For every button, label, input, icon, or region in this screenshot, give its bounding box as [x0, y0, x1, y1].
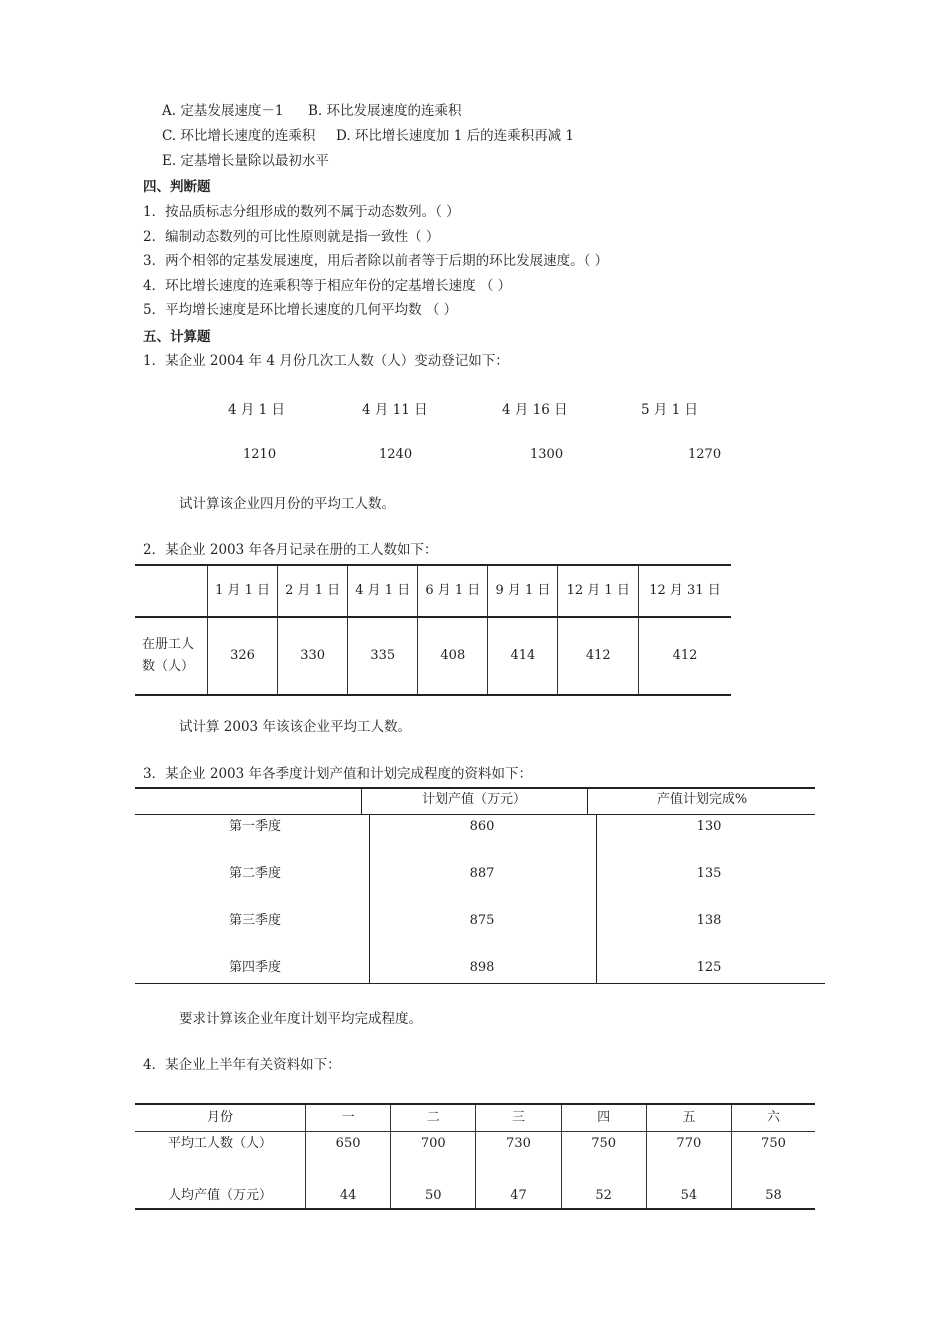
table-rule: [135, 983, 825, 984]
table-header-cell: 9 月 1 日: [488, 565, 558, 617]
option-d: D. 环比增长速度加 1 后的连乘积再减 1: [336, 128, 574, 144]
table-cell: 330: [278, 617, 348, 695]
option-b: B. 环比发展速度的连乘积: [308, 103, 462, 119]
table-header-cell: 6 月 1 日: [418, 565, 488, 617]
table-row-label: 第一季度: [228, 819, 281, 834]
table-header-cell: 二: [391, 1104, 476, 1132]
q1-intro: 1．某企业 2004 年 4 月份几次工人数（人）变动登记如下：: [143, 353, 509, 369]
table-header-row: [135, 1104, 815, 1132]
judge-item-1: 1．按品质标志分组形成的数列不属于动态数列。（ ）: [143, 204, 460, 220]
section-heading-judge: 四、判断题: [143, 179, 211, 195]
table-cell: 44: [306, 1158, 391, 1209]
table-cell: 125: [696, 960, 722, 975]
q1-date: 5 月 1 日: [641, 402, 699, 418]
table-row-label: 第三季度: [228, 913, 281, 928]
q1-date: 4 月 11 日: [362, 402, 428, 418]
table-cell: 138: [696, 913, 722, 928]
table-header-cell: 产值计划完成%: [656, 792, 748, 807]
table-header-cell: 一: [306, 1104, 391, 1132]
judge-item-3: 3．两个相邻的定基发展速度，用后者除以前者等于后期的环比发展速度。（ ）: [143, 253, 609, 269]
option-a: A. 定基发展速度－1: [162, 103, 284, 119]
table-header-cell: 12 月 1 日: [558, 565, 639, 617]
table-cell: 875: [469, 913, 495, 928]
table-rule: [135, 814, 815, 815]
q2-question: 试计算 2003 年该该企业平均工人数。: [179, 719, 411, 735]
table-cell: 326: [208, 617, 278, 695]
judge-item-4: 4．环比增长速度的连乘积等于相应年份的定基增长速度 （ ）: [143, 278, 512, 294]
table-cell: 750: [561, 1132, 646, 1159]
q3-question: 要求计算该企业年度计划平均完成程度。: [179, 1011, 422, 1027]
table-header-cell: 四: [561, 1104, 646, 1132]
judge-item-5: 5．平均增长速度是环比增长速度的几何平均数 （ ）: [143, 302, 458, 318]
table-header-cell: 三: [476, 1104, 561, 1132]
table-corner-cell: [135, 565, 208, 617]
table-cell: 898: [469, 960, 495, 975]
table-cell: 135: [696, 866, 722, 881]
table-header-cell: 六: [731, 1104, 815, 1132]
q1-value: 1210: [243, 447, 277, 462]
table-cell: 860: [469, 819, 495, 834]
table-header-cell: 2 月 1 日: [278, 565, 348, 617]
q4-intro: 4．某企业上半年有关资料如下：: [143, 1057, 341, 1073]
table-header-cell: 12 月 31 日: [639, 565, 732, 617]
table-header-cell: 计划产值（万元）: [421, 792, 526, 807]
section-heading-calc: 五、计算题: [143, 329, 211, 345]
q1-value: 1300: [530, 447, 564, 462]
table-cell: 414: [488, 617, 558, 695]
table-row-label: 第二季度: [228, 866, 281, 881]
table-cell: 412: [558, 617, 639, 695]
q2-table: [135, 564, 731, 696]
option-e: E. 定基增长量除以最初水平: [162, 153, 329, 169]
table-cell: 54: [646, 1158, 731, 1209]
table-cell: 408: [418, 617, 488, 695]
q1-question: 试计算该企业四月份的平均工人数。: [179, 496, 395, 512]
table-row-label: 第四季度: [228, 960, 281, 975]
table-cell: 47: [476, 1158, 561, 1209]
q1-value: 1270: [688, 447, 722, 462]
table-row: [135, 1132, 815, 1159]
table-row: [135, 617, 731, 695]
option-c: C. 环比增长速度的连乘积: [162, 128, 316, 144]
table-header-cell: 4 月 1 日: [348, 565, 418, 617]
table-row-label: 人均产值（万元）: [135, 1158, 306, 1209]
q2-intro: 2．某企业 2003 年各月记录在册的工人数如下：: [143, 542, 438, 558]
table-rule: [135, 787, 815, 789]
table-cell: 335: [348, 617, 418, 695]
table-row-label: 平均工人数（人）: [167, 1136, 272, 1151]
table-cell: 700: [391, 1132, 476, 1159]
q3-intro: 3．某企业 2003 年各季度计划产值和计划完成程度的资料如下：: [143, 766, 533, 782]
judge-item-2: 2．编制动态数列的可比性原则就是指一致性（ ）: [143, 229, 440, 245]
table-header-row: [135, 565, 731, 617]
table-cell: 412: [639, 617, 732, 695]
q1-date: 4 月 1 日: [228, 402, 286, 418]
q1-value: 1240: [379, 447, 413, 462]
table-header-cell: 五: [646, 1104, 731, 1132]
table-header-cell: 1 月 1 日: [208, 565, 278, 617]
table-cell: 650: [306, 1132, 391, 1159]
table-cell: 750: [731, 1132, 815, 1159]
table-header-cell: 月份: [135, 1104, 306, 1132]
table-cell: 770: [646, 1132, 731, 1159]
table-cell: 887: [469, 866, 495, 881]
table-cell: 58: [731, 1158, 815, 1209]
table-row-label: 在册工人数（人）: [135, 617, 208, 695]
table-cell: 730: [476, 1132, 561, 1159]
table-cell: 130: [696, 819, 722, 834]
q4-table: [135, 1103, 815, 1210]
table-row: [135, 1158, 815, 1209]
table-cell: 50: [391, 1158, 476, 1209]
q1-date: 4 月 16 日: [502, 402, 568, 418]
table-cell: 52: [561, 1158, 646, 1209]
q3-table: [135, 787, 825, 984]
